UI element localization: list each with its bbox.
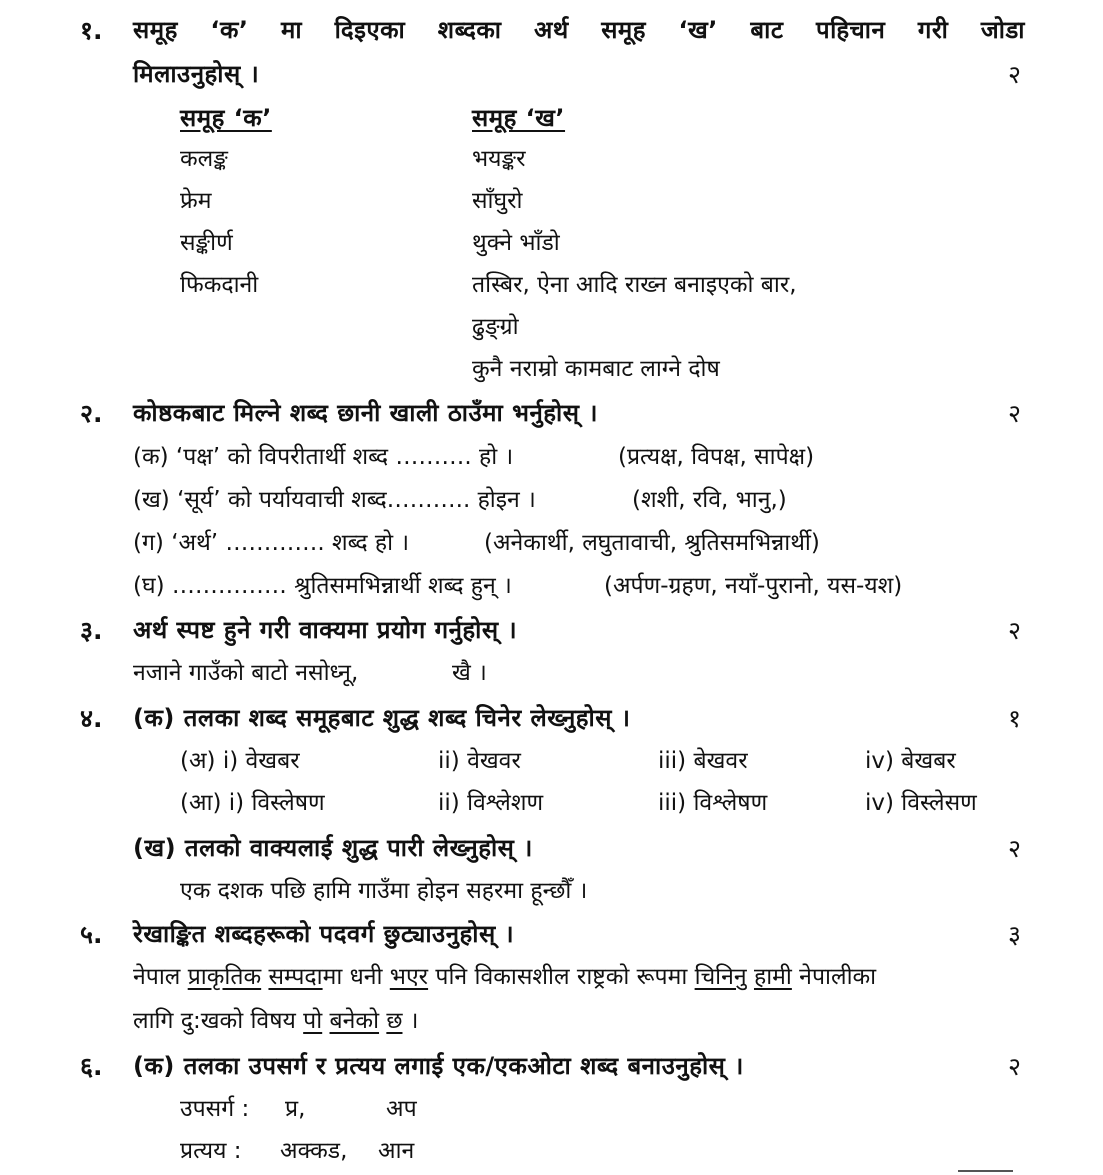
- q5-underlined-word: भएर: [389, 964, 429, 990]
- q2-item-text: (ख) ‘सूर्य’ को पर्यायवाची शब्द……….. होइन ।: [133, 487, 536, 513]
- q5-underlined-word: हामी: [753, 964, 792, 990]
- q5-underlined-word: बनेको: [329, 1008, 380, 1034]
- q5-marks: ३: [1008, 920, 1022, 949]
- q3-sentence: नजाने गाउँको बाटो नसोध्नू,: [133, 660, 359, 686]
- q1-text-line2: मिलाउनुहोस् ।: [133, 60, 260, 88]
- q3-marks: २: [1008, 616, 1022, 645]
- q3-sentence-end: खै ।: [452, 660, 487, 686]
- q5-word: पनि विकासशील राष्ट्रको रूपमा: [428, 964, 695, 990]
- q2-marks: २: [1008, 399, 1022, 428]
- q4-option: iv) विस्लेसण: [865, 790, 977, 816]
- q5-underlined-word: छ: [386, 1008, 403, 1034]
- q4-option: ii) विश्लेशण: [438, 790, 544, 816]
- q1-text-line1: समूह ‘क’ मा दिइएका शब्दका अर्थ समूह ‘ख’ बाट पहिचान गरी जोडा: [133, 16, 1025, 44]
- q5-underlined-word: प्राकृतिक: [187, 964, 262, 990]
- q5-word: [322, 1008, 329, 1034]
- q5-passage-line2: [133, 1010, 419, 1033]
- q1-column-a-item: कलङ्क: [180, 146, 228, 172]
- q5-underlined-word: सम्पदा: [268, 964, 323, 990]
- q1-column-b-item: साँघुरो: [472, 188, 523, 214]
- q3-text: अर्थ स्पष्ट हुने गरी वाक्यमा प्रयोग गर्नुहोस् ।: [133, 616, 518, 644]
- q4-part-b-sentence: एक दशक पछि हामि गाउँमा होइन सहरमा हून्छौँ ।: [180, 878, 588, 904]
- q1-column-b-item: कुनै नराम्रो कामबाट लाग्ने दोष: [472, 356, 720, 382]
- q5-word: मा धनी: [322, 964, 390, 990]
- q6-prefix-value: प्र,: [285, 1096, 306, 1122]
- q4-option: (अ) i) वेखबर: [180, 748, 300, 774]
- q6-text: (क) तलका उपसर्ग र प्रत्यय लगाई एक/एकओटा शब्द बनाउनुहोस् ।: [133, 1052, 744, 1080]
- q1-column-b-item: ढुङ्ग्रो: [472, 314, 519, 340]
- q5-word: ।: [402, 1008, 419, 1034]
- q4-option: ii) वेखवर: [438, 748, 521, 774]
- q5-underlined-word: पो: [303, 1008, 323, 1034]
- q4-option: iii) बेखवर: [658, 748, 748, 774]
- q4-number: ४.: [80, 704, 103, 733]
- q2-item-text: (ग) ‘अर्थ’ …………. शब्द हो ।: [133, 530, 410, 556]
- q5-number: ५.: [80, 920, 103, 949]
- q5-text: रेखाङ्कित शब्दहरूको पदवर्ग छुट्याउनुहोस् ।: [133, 920, 515, 948]
- q1-column-b-item: थुक्ने भाँडो: [472, 230, 560, 256]
- q1-column-a-item: सङ्कीर्ण: [180, 230, 233, 256]
- q1-column-b-item: भयङ्कर: [472, 146, 526, 172]
- q6-marks: २: [1008, 1052, 1022, 1081]
- q4-option: iii) विश्लेषण: [658, 790, 768, 816]
- q4-option: iv) बेखबर: [865, 748, 956, 774]
- q1-column-b-item: तस्बिर, ऐना आदि राख्न बनाइएको बार,: [472, 272, 797, 298]
- q1-column-a-item: फिकदानी: [180, 272, 259, 298]
- q1-marks: २: [1008, 60, 1022, 89]
- q2-item-options: (शशी, रवि, भानु,): [632, 487, 787, 513]
- q2-item-options: (अर्पण-ग्रहण, नयाँ-पुरानो, यस-यश): [604, 573, 903, 599]
- q2-item-text: (घ) …………… श्रुतिसमभिन्नार्थी शब्द हुन् ।: [133, 573, 512, 599]
- q1-column-b-heading: समूह ‘ख’: [472, 104, 566, 132]
- q5-word: नेपालीका: [791, 964, 877, 990]
- q6-suffix-label: प्रत्यय :: [180, 1138, 242, 1164]
- q2-text: कोष्ठकबाट मिल्ने शब्द छानी खाली ठाउँमा भर्नुहोस् ।: [133, 399, 598, 427]
- q4-part-b-text: (ख) तलको वाक्यलाई शुद्ध पारी लेख्नुहोस् ।: [133, 834, 533, 862]
- q2-number: २.: [80, 399, 103, 428]
- q2-item-text: (क) ‘पक्ष’ को विपरीतार्थी शब्द ………. हो ।: [133, 444, 514, 470]
- q1-column-a-item: फ्रेम: [180, 188, 212, 214]
- q4-part-a-text: (क) तलका शब्द समूहबाट शुद्ध शब्द चिनेर लेख्नुहोस् ।: [133, 704, 631, 732]
- q6-prefix-label: उपसर्ग :: [180, 1096, 250, 1122]
- q1-column-a-heading: समूह ‘क’: [180, 104, 272, 132]
- q6-suffix-value: अक्कड,: [280, 1138, 348, 1164]
- q6-number: ६.: [80, 1052, 103, 1081]
- q6-suffix-value: आन: [378, 1138, 415, 1164]
- q4-part-a-marks: १: [1008, 704, 1022, 733]
- q2-item-options: (अनेकार्थी, लघुतावाची, श्रुतिसमभिन्नार्थी): [484, 530, 820, 556]
- q5-word: [747, 964, 754, 990]
- q5-passage-line1: [133, 966, 876, 989]
- q5-underlined-word: चिनिनु: [694, 964, 747, 990]
- q2-item-options: (प्रत्यक्ष, विपक्ष, सापेक्ष): [618, 444, 815, 470]
- q6-prefix-value: अप: [386, 1096, 417, 1122]
- page-edge-rule: [958, 1170, 1013, 1172]
- q3-number: ३.: [80, 616, 103, 645]
- q5-word: लागि दु:खको विषय: [133, 1008, 304, 1034]
- q4-option: (आ) i) विस्लेषण: [180, 790, 325, 816]
- q1-number: १.: [80, 16, 103, 45]
- q4-part-b-marks: २: [1008, 834, 1022, 863]
- q5-word: नेपाल: [133, 964, 188, 990]
